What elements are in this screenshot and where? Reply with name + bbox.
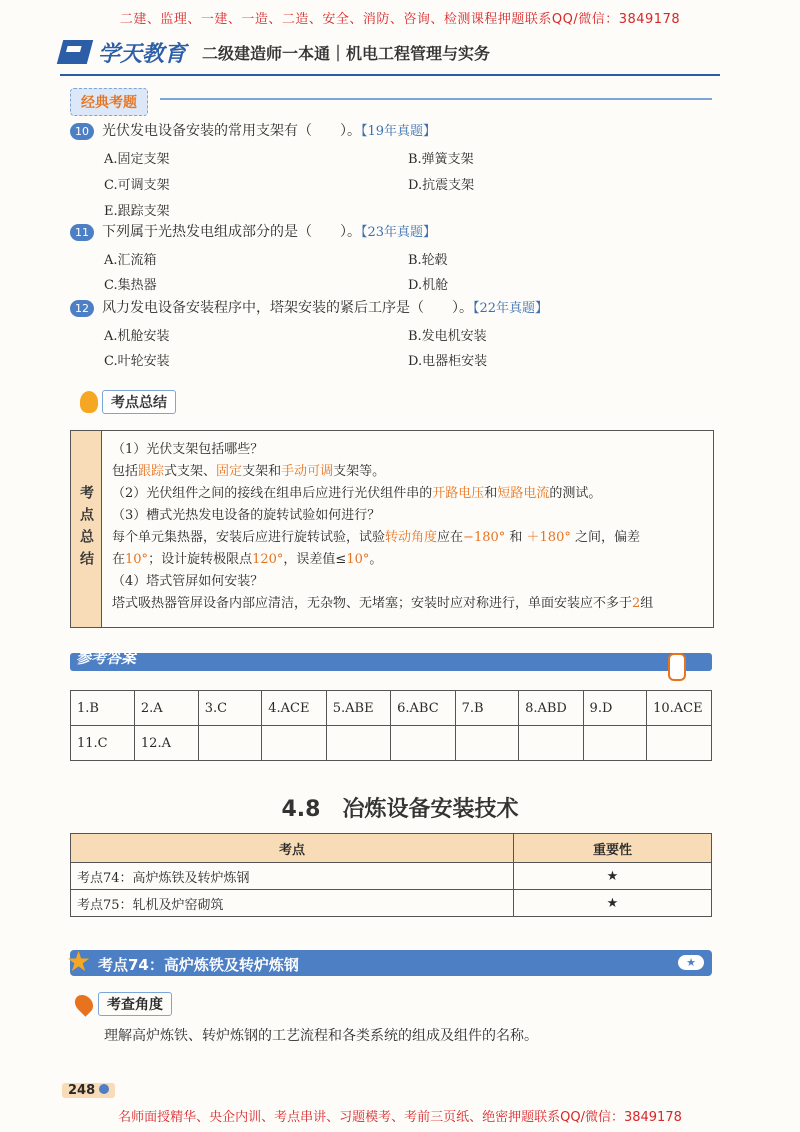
header-subtitle: 二级建造师一本通｜机电工程管理与实务 xyxy=(202,43,491,63)
option: B.发电机安装 xyxy=(408,329,487,344)
importance-cell: ★ xyxy=(514,890,712,917)
answer-cell: 6.ABC xyxy=(391,691,455,726)
answer-cell: 7.B xyxy=(455,691,518,726)
pin-icon xyxy=(71,991,96,1016)
exam-angle-content: 理解高炉炼铁、转炉炼钢的工艺流程和各类系统的组成及组件的名称。 xyxy=(104,1028,538,1044)
option: D.抗震支架 xyxy=(408,178,475,193)
answer-cell: 9.D xyxy=(583,691,647,726)
answer-cell: 11.C xyxy=(71,726,135,761)
option: A.机舱安装 xyxy=(104,329,170,344)
answers-table xyxy=(70,690,712,761)
option: D.机舱 xyxy=(408,278,449,293)
importance-cell: ★ xyxy=(514,863,712,890)
header-divider xyxy=(60,74,720,76)
option: B.轮毂 xyxy=(408,253,448,268)
question-number: 11 xyxy=(70,224,94,241)
kp74-title: 考点74：高炉炼铁及转炉炼钢 xyxy=(98,956,299,974)
topic-cell: 考点74：高炉炼铁及转炉炼钢 xyxy=(71,863,514,890)
year-tag: 【23年真题】 xyxy=(361,225,437,240)
kp74-banner xyxy=(66,945,712,978)
logo xyxy=(60,37,186,68)
question-number: 12 xyxy=(70,300,94,317)
question-stem: 风力发电设备安装程序中，塔架安装的紧后工序是（ ）。 xyxy=(102,300,473,316)
summary-line: （1）光伏支架包括哪些？ xyxy=(112,442,264,457)
top-banner: 二建、监理、一建、一造、二造、安全、消防、咨询、检测课程押题联系QQ/微信：3849178 xyxy=(119,12,681,27)
summary-line: 在10°；设计旋转极限点120°，误差值≤10°。 xyxy=(112,552,383,567)
question-number: 10 xyxy=(70,123,94,140)
answer-cell xyxy=(198,726,261,761)
logo-icon xyxy=(57,40,93,64)
summary-side xyxy=(71,431,102,627)
question-12 xyxy=(70,298,548,319)
option: A.汇流箱 xyxy=(104,253,157,268)
year-tag: 【22年真题】 xyxy=(473,301,549,316)
importance-badge: ★ xyxy=(678,955,704,970)
option: D.电器柜安装 xyxy=(408,354,488,369)
question-stem: 下列属于光热发电组成部分的是（ ）。 xyxy=(102,224,361,240)
answer-cell xyxy=(455,726,518,761)
answer-cell xyxy=(583,726,647,761)
answer-cell: 12.A xyxy=(134,726,198,761)
table-row xyxy=(71,863,712,890)
chapter-title: 4.8 冶炼设备安装技术 xyxy=(281,797,519,822)
summary-line: （4）塔式管屏如何安装？ xyxy=(112,574,264,589)
answer-cell: 3.C xyxy=(198,691,261,726)
question-10 xyxy=(70,121,436,142)
chain-icon xyxy=(668,653,686,681)
option: A.固定支架 xyxy=(104,152,170,167)
answer-cell: 10.ACE xyxy=(647,691,712,726)
logo-text: 学天教育 xyxy=(98,41,187,67)
answer-cell: 5.ABE xyxy=(326,691,390,726)
table-row xyxy=(71,726,712,761)
answer-cell: 1.B xyxy=(71,691,135,726)
topic-cell: 考点75：轧机及炉窑砌筑 xyxy=(71,890,514,917)
section-divider xyxy=(160,98,712,100)
option: C.集热器 xyxy=(104,278,157,293)
answer-cell xyxy=(391,726,455,761)
lightbulb-icon xyxy=(80,391,98,413)
classic-questions-label: 经典考题 xyxy=(70,88,148,116)
summary-side-text: 考点总结 xyxy=(78,485,94,573)
answer-cell xyxy=(519,726,583,761)
summary-line: （3）槽式光热发电设备的旋转试验如何进行？ xyxy=(112,508,381,523)
option: E.跟踪支架 xyxy=(104,204,170,219)
summary-label-text: 考点总结 xyxy=(102,390,176,414)
answer-cell: 2.A xyxy=(134,691,198,726)
exam-angle-text: 考查角度 xyxy=(98,992,172,1016)
answer-cell xyxy=(262,726,326,761)
table-header-row xyxy=(71,834,712,863)
summary-line: 塔式吸热器管屏设备内部应清洁，无杂物、无堵塞；安装时应对称进行，单面安装应不多于2组 xyxy=(112,596,654,611)
question-stem: 光伏发电设备安装的常用支架有（ ）。 xyxy=(102,123,361,139)
star-icon: ★ xyxy=(66,945,92,978)
year-tag: 【19年真题】 xyxy=(361,124,437,139)
column-header: 重要性 xyxy=(514,834,712,863)
page-header xyxy=(60,32,490,72)
summary-line: （2）光伏组件之间的接线在组串后应进行光伏组件串的开路电压和短路电流的测试。 xyxy=(112,486,602,501)
summary-line: 包括跟踪式支架、固定支架和手动可调支架等。 xyxy=(112,464,386,479)
arrow-icon xyxy=(99,1084,109,1094)
option: C.叶轮安装 xyxy=(104,354,170,369)
topics-table xyxy=(70,833,712,917)
answers-banner xyxy=(70,649,712,671)
option: B.弹簧支架 xyxy=(408,152,474,167)
answer-cell: 4.ACE xyxy=(262,691,326,726)
page-number-text: 248 xyxy=(68,1083,96,1098)
exam-angle-label xyxy=(76,992,172,1016)
answer-cell: 8.ABD xyxy=(519,691,583,726)
option: C.可调支架 xyxy=(104,178,170,193)
bottom-banner: 名师面授精华、央企内训、考点串讲、习题模考、考前三页纸、绝密押题联系QQ/微信：3849178 xyxy=(118,1110,682,1125)
page-number xyxy=(62,1083,115,1098)
column-header: 考点 xyxy=(71,834,514,863)
table-row xyxy=(71,691,712,726)
answer-cell xyxy=(326,726,390,761)
summary-line: 每个单元集热器，安装后应进行旋转试验，试验转动角度应在−180° 和 ＋180° 之间，偏差 xyxy=(112,530,640,545)
question-11 xyxy=(70,222,436,243)
table-row xyxy=(71,890,712,917)
summary-label xyxy=(80,390,176,414)
answers-label: 参考答案 xyxy=(76,649,137,667)
summary-box xyxy=(70,430,714,628)
answer-cell xyxy=(647,726,712,761)
summary-body xyxy=(102,431,663,627)
